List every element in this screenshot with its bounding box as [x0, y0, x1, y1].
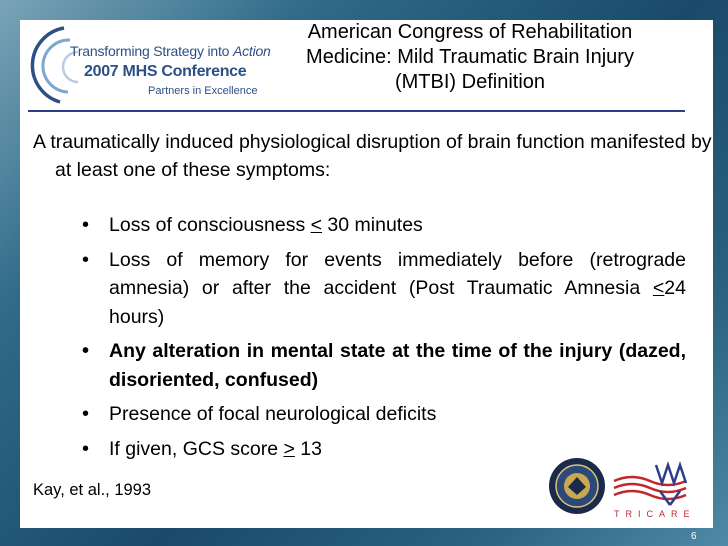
symptom-memory [78, 246, 686, 332]
symptom-text: If given, GCS score [109, 437, 284, 460]
symptom-consciousness [78, 211, 686, 240]
symptom-text: Loss of consciousness [109, 214, 311, 236]
title-line-1: American Congress of Rehabilitation [307, 21, 633, 43]
citation: Kay, et al., 1993 [33, 481, 152, 499]
greater-equal-symbol: > [283, 437, 295, 460]
title-line-2: Medicine: Mild Traumatic Brain Injury [306, 46, 634, 68]
title-divider [28, 110, 685, 112]
less-equal-symbol: < [310, 214, 322, 236]
symptom-text: 30 minutes [322, 214, 423, 236]
symptom-text: Loss of memory for events immediately before (retrograde amnesia) or after the accident (Post Traumatic Amnesia [109, 248, 686, 299]
symptom-list [78, 211, 686, 469]
logo-conference-name: 2007 MHS Conference [84, 63, 247, 80]
slide-title [255, 20, 685, 95]
page-number: 6 [691, 531, 697, 542]
dod-seal-icon [548, 457, 606, 515]
tricare-label: TRICARE [614, 509, 696, 519]
tricare-logo-icon [612, 461, 690, 509]
logo-tagline [70, 43, 271, 59]
less-equal-symbol: < [652, 277, 665, 299]
logo-subtitle: Partners in Excellence [148, 85, 258, 97]
symptom-text: 13 [294, 437, 322, 460]
symptom-mental-state: • Any alteration in mental state at the time of the injury (dazed, disoriented, confused) [78, 337, 686, 394]
conference-logo [20, 18, 271, 110]
symptom-text: 24 hours) [109, 277, 686, 328]
logo-tagline-emphasis: Action [232, 43, 271, 59]
logo-tagline-text: Transforming Strategy into [70, 43, 233, 59]
definition-text: A traumatically induced physiological disruption of brain function manifested by at least one of these symptoms: [33, 131, 712, 181]
symptom-focal-deficits: • Presence of focal neurological deficits [78, 400, 686, 429]
title-line-3: (MTBI) Definition [394, 71, 546, 93]
